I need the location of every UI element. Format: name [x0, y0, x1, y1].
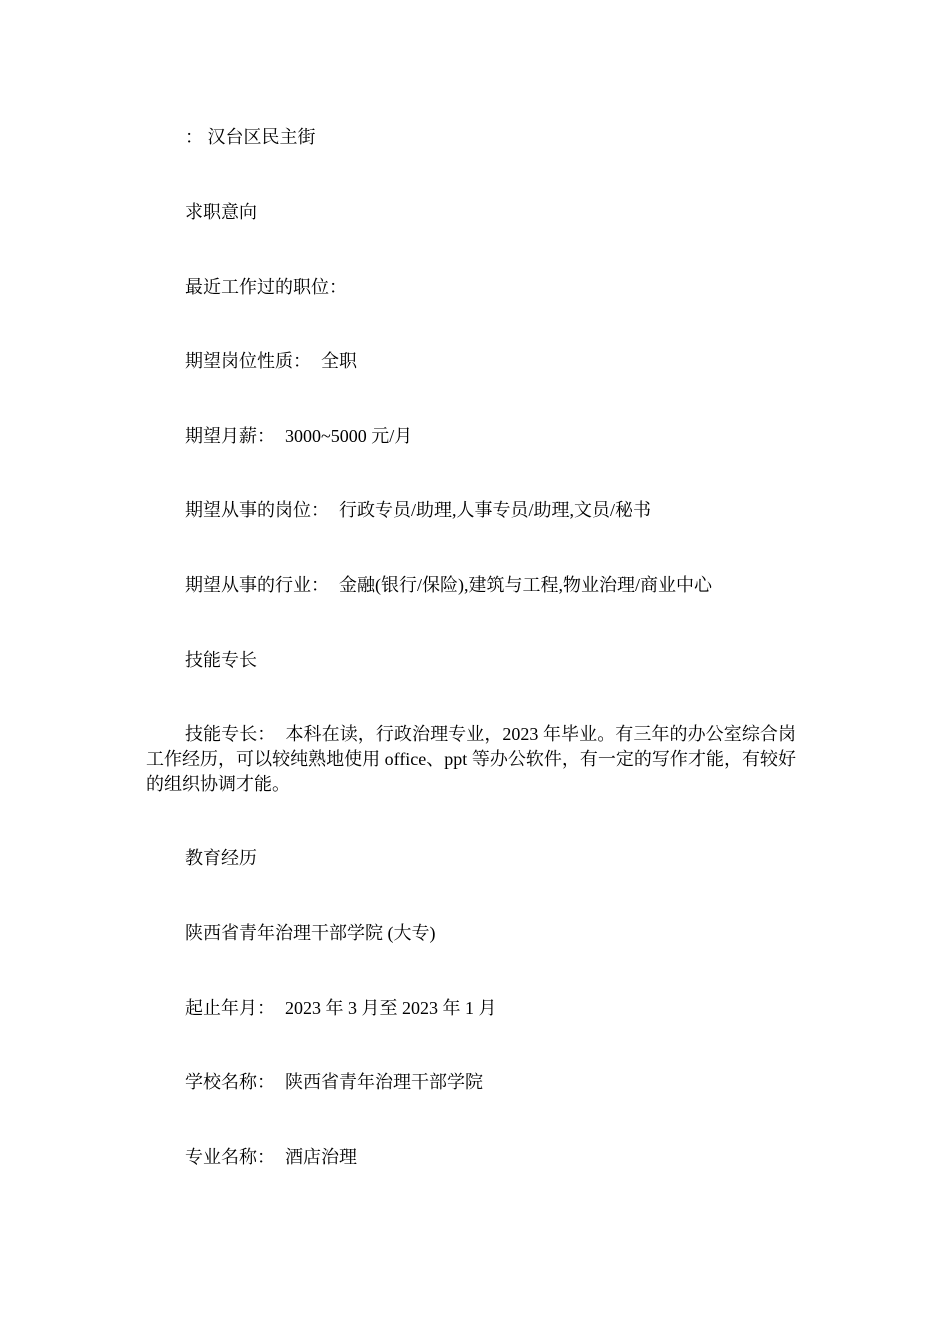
job-nature-label: 期望岗位性质： [185, 351, 311, 371]
school-name-label: 学校名称： [185, 1072, 275, 1092]
major-name-label: 专业名称： [185, 1147, 275, 1167]
job-nature-value: 全职 [321, 351, 357, 371]
expected-salary-row [185, 424, 412, 449]
school-name-value: 陕西省青年治理干部学院 [285, 1072, 483, 1092]
skills-label: 技能专长： [185, 724, 276, 744]
address-line: ： 汉台区民主街 [185, 127, 316, 147]
expected-salary-label: 期望月薪： [185, 426, 275, 446]
skills-text: 本科在读，行政治理专业，2023 年毕业。有三年的办公室综合岗工作经历，可以较纯熟地使用 office、ppt 等办公软件，有一定的写作才能，有较好的组织协调才能。 [146, 724, 796, 794]
school-title: 陕西省青年治理干部学院 (大专) [185, 923, 436, 943]
job-intention-heading: 求职意向 [185, 202, 257, 222]
education-period-row [185, 996, 497, 1021]
education-period-label: 起止年月： [185, 998, 275, 1018]
major-name-value: 酒店治理 [285, 1147, 357, 1167]
expected-industries-label: 期望从事的行业： [185, 575, 329, 595]
skills-heading: 技能专长 [185, 650, 257, 670]
expected-positions-row [185, 498, 651, 523]
job-nature-row [185, 349, 357, 374]
major-name-row [185, 1145, 357, 1170]
expected-positions-value: 行政专员/助理,人事专员/助理,文员/秘书 [339, 500, 652, 520]
recent-position-row [185, 275, 347, 300]
school-name-row [185, 1070, 483, 1095]
education-period-value: 2023 年 3 月至 2023 年 1 月 [285, 998, 497, 1018]
expected-salary-value: 3000~5000 元/月 [285, 426, 413, 446]
education-heading: 教育经历 [185, 848, 257, 868]
recent-position-label: 最近工作过的职位： [185, 277, 347, 297]
expected-positions-label: 期望从事的岗位： [185, 500, 329, 520]
expected-industries-row [185, 573, 712, 598]
expected-industries-value: 金融(银行/保险),建筑与工程,物业治理/商业中心 [339, 575, 712, 595]
skills-paragraph [146, 722, 796, 797]
